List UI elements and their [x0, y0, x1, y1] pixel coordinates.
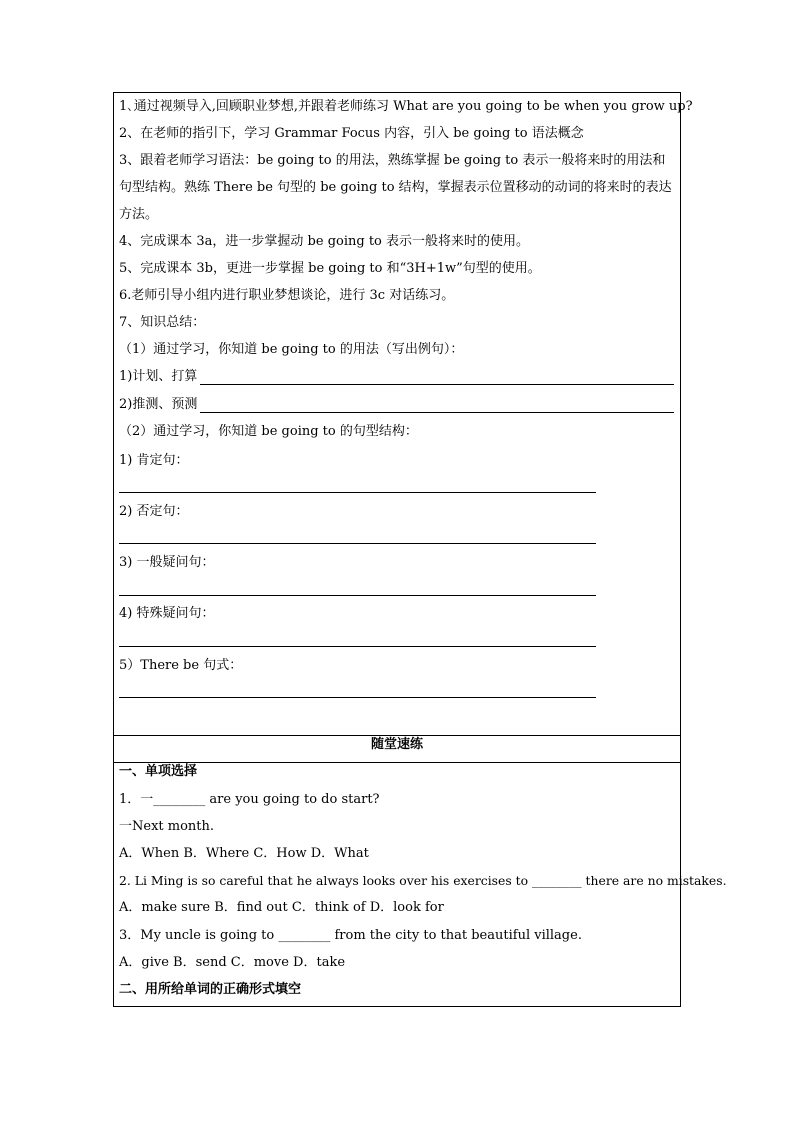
structure-label: 2) 否定句：: [119, 504, 189, 519]
step-line: 7、知识总结：: [119, 315, 206, 330]
answer-blank[interactable]: [200, 384, 674, 385]
structure-label: 3) 一般疑问句：: [119, 555, 215, 570]
question-options: A．give B．send C．move D．take: [119, 955, 346, 970]
question-options: A．When B．Where C．How D．What: [119, 846, 369, 861]
step-line: 句型结构。熟练 There be 句型的 be going to 结构，掌握表示位置移动的动词的将来时的表达: [119, 180, 672, 195]
usage-label: 1)计划、打算: [119, 369, 198, 384]
question-line: 1．一________ are you going to do start?: [119, 792, 380, 807]
step-line: 方法。: [119, 207, 159, 222]
section-title: 随堂速练: [370, 737, 423, 752]
question-line: 3．My uncle is going to ________ from the city to that beautiful village.: [119, 928, 582, 943]
question-options: A．make sure B．find out C．think of D．look for: [119, 900, 444, 915]
step-line: 5、完成课本 3b，更进一步掌握 be going to 和“3H+1w”句型的使用。: [119, 261, 541, 276]
answer-blank[interactable]: [119, 543, 596, 544]
step-line: 6.老师引导小组内进行职业梦想谈论，进行 3c 对话练习。: [119, 288, 455, 303]
question-line: 2. Li Ming is so careful that he always looks over his exercises to ________ there are no mistakes.: [119, 873, 727, 888]
step-line: 4、完成课本 3a，进一步掌握动 be going to 表示一般将来时的使用。: [119, 234, 530, 249]
answer-blank[interactable]: [119, 646, 596, 647]
step-line: 3、跟着老师学习语法：be going to 的用法，熟练掌握 be going to 表示一般将来时的用法和: [119, 153, 666, 168]
structure-label: 1) 肯定句：: [119, 453, 189, 468]
answer-blank[interactable]: [119, 697, 596, 698]
usage-label: 2)推测、预测: [119, 397, 198, 412]
part-title: 一、单项选择: [119, 764, 198, 779]
structure-label: 5）There be 句式：: [119, 658, 243, 673]
part-title: 二、用所给单词的正确形式填空: [119, 982, 302, 997]
step-line: 1､通过视频导入,回顾职业梦想,并跟着老师练习 What are you going to be when you grow up?: [119, 99, 693, 114]
answer-blank[interactable]: [119, 595, 596, 596]
structure-label: 4) 特殊疑问句：: [119, 606, 215, 621]
step-line: 2、在老师的指引下，学习 Grammar Focus 内容，引入 be going to 语法概念: [119, 126, 584, 141]
answer-blank[interactable]: [200, 412, 674, 413]
table-frame: [113, 92, 681, 1007]
section-divider-bottom: [114, 762, 680, 763]
answer-blank[interactable]: [119, 492, 596, 493]
structure-title: （2）通过学习，你知道 be going to 的句型结构：: [119, 424, 418, 439]
question-line: 一Next month.: [119, 819, 215, 834]
step-line: （1）通过学习，你知道 be going to 的用法（写出例句）：: [119, 342, 464, 357]
